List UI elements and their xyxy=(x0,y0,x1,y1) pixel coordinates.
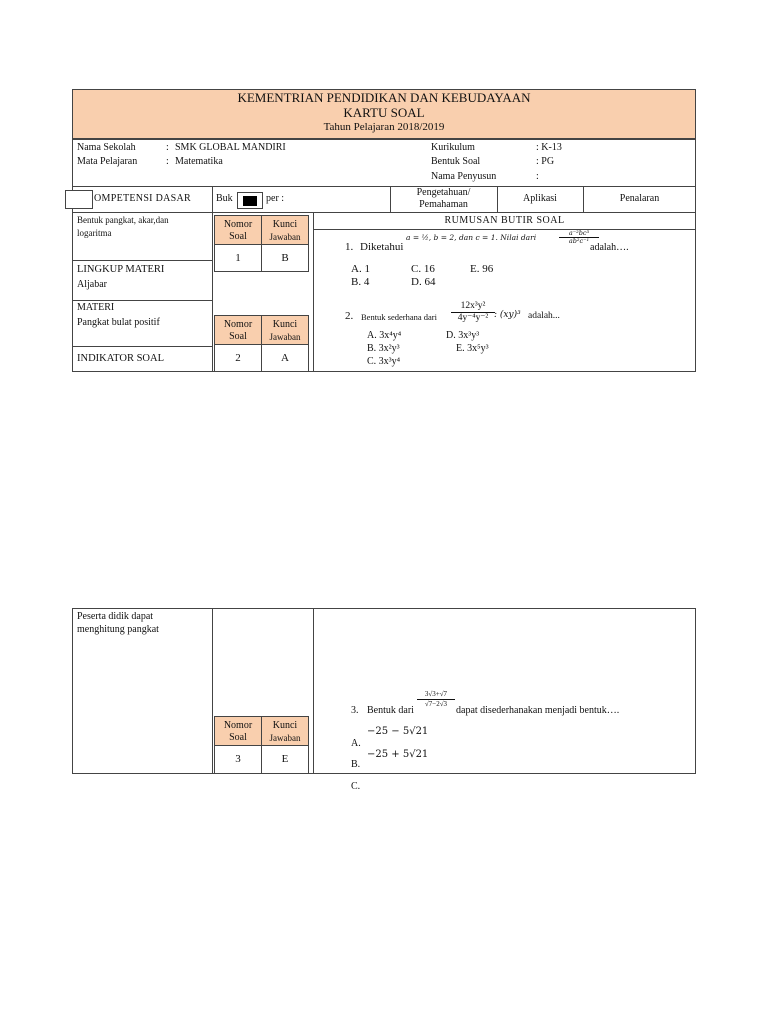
q3-option-a: −25 − 5√21 xyxy=(367,726,429,737)
q1-option-e: E. 96 xyxy=(470,263,494,275)
school-value: SMK GLOBAL MANDIRI xyxy=(175,142,286,153)
materi-title: MATERI xyxy=(77,302,115,313)
key1-kunci-l2: Jawaban xyxy=(269,232,301,242)
q3-option-c-label: C. xyxy=(351,781,361,792)
key3-kunci-header xyxy=(261,716,309,746)
key3-nomor-header xyxy=(214,716,262,746)
author-label: Nama Penyusun xyxy=(431,171,497,182)
divider-left-col xyxy=(212,186,213,372)
key1-kunci-l1: Kunci xyxy=(272,219,298,230)
q2-option-c: C. 3x³y⁴ xyxy=(367,356,401,367)
q3-option-b-label: B. xyxy=(351,759,361,770)
q1-option-b: B. 4 xyxy=(351,276,370,288)
q3-frac-den: √7−2√3 xyxy=(417,699,455,709)
key1-nomor-header xyxy=(214,215,262,245)
q1-number: 1. xyxy=(345,241,354,253)
buku-suffix: per : xyxy=(266,193,285,204)
q2-frac-num: 12x³y² xyxy=(460,301,486,311)
divider-indikator xyxy=(72,346,212,347)
academic-year: Tahun Pelajaran 2018/2019 xyxy=(323,121,445,133)
divider-key-col xyxy=(313,212,314,372)
key3-nomor-l1: Nomor xyxy=(223,720,253,731)
key2-kunci-l2: Jawaban xyxy=(269,332,301,342)
q2-number: 2. xyxy=(345,310,354,322)
subject-value: Matematika xyxy=(175,156,223,167)
q2-option-b: B. 3x²y³ xyxy=(367,343,400,354)
divider-scope xyxy=(72,260,212,261)
q2-lead: Bentuk sederhana dari xyxy=(361,312,437,322)
key2-no: 2 xyxy=(214,344,262,372)
q1-tail: adalah…. xyxy=(590,242,629,253)
key1-nomor-l1: Nomor xyxy=(223,219,253,230)
key3-kunci-l2: Jawaban xyxy=(269,733,301,743)
divider-kd xyxy=(72,212,212,213)
curriculum-label: Kurikulum xyxy=(431,142,475,153)
q3-fraction xyxy=(417,690,455,709)
form-label: Bentuk Soal xyxy=(431,156,481,167)
q3-frac-num: 3√3+√7 xyxy=(424,690,448,698)
curriculum-value: : K-13 xyxy=(536,142,562,153)
q3-tail: dapat disederhanakan menjadi bentuk…. xyxy=(456,705,620,716)
buku-prefix: Buk xyxy=(216,193,233,204)
key3-nomor-l2: Soal xyxy=(229,732,247,743)
indikator-line2: menghitung pangkat xyxy=(77,624,159,635)
scope-value: Aljabar xyxy=(77,279,107,290)
q2-fraction xyxy=(451,301,495,324)
author-value: : xyxy=(536,171,539,182)
level-reasoning: Penalaran xyxy=(619,193,660,204)
q3-option-a-label: A. xyxy=(351,738,361,749)
key1-kunci-header xyxy=(261,215,309,245)
q2-tail: adalah... xyxy=(528,311,560,321)
key1-no: 1 xyxy=(214,244,262,272)
key3-answer: E xyxy=(261,745,309,774)
divider-rumusan xyxy=(313,229,696,230)
q3-option-b: −25 + 5√21 xyxy=(367,749,429,760)
card-title: KARTU SOAL xyxy=(343,105,425,120)
divider-info xyxy=(72,186,696,187)
subject-label: Mata Pelajaran xyxy=(77,156,138,167)
key2-nomor-l1: Nomor xyxy=(223,319,253,330)
bottom-divider-key xyxy=(313,608,314,774)
q1-given: a = ½, b = 2, dan c = 1. Nilai dari xyxy=(406,233,537,242)
bottom-divider-left xyxy=(212,608,213,774)
divider-materi xyxy=(72,300,212,301)
q3-lead: Bentuk dari xyxy=(367,705,414,716)
key3-kunci-l1: Kunci xyxy=(272,720,298,731)
scope-title: LINGKUP MATERI xyxy=(77,264,165,275)
key2-kunci-header xyxy=(261,315,309,345)
key1-answer: B xyxy=(261,244,309,272)
q2-mult: : (xy)³ xyxy=(494,310,521,320)
key2-kunci-l1: Kunci xyxy=(272,319,298,330)
q2-option-e: E. 3x⁵y³ xyxy=(456,343,489,354)
form-value: : PG xyxy=(536,156,555,167)
q2-option-a: A. 3x⁴y⁴ xyxy=(367,330,402,341)
q2-option-d: D. 3x³y³ xyxy=(446,330,480,341)
key2-answer: A xyxy=(261,344,309,372)
key1-nomor-l2: Soal xyxy=(229,231,247,242)
q1-lead: Diketahui xyxy=(360,241,404,253)
kd-value-line2: logaritma xyxy=(77,228,112,238)
level-application: Aplikasi xyxy=(523,193,557,204)
q1-frac-num: a⁻²bc³ xyxy=(568,229,590,237)
q1-option-d: D. 64 xyxy=(411,276,436,288)
key2-nomor-header xyxy=(214,315,262,345)
school-label: Nama Sekolah xyxy=(77,142,136,153)
ministry-title: KEMENTRIAN PENDIDIKAN DAN KEBUDAYAAN xyxy=(237,90,531,105)
q2-frac-den: 4y⁻⁴y⁻² xyxy=(451,312,495,324)
q1-frac-den: ab²c⁻¹ xyxy=(559,237,599,245)
rumusan-title: RUMUSAN BUTIR SOAL xyxy=(444,215,565,226)
q1-option-c: C. 16 xyxy=(411,263,435,275)
redaction-box-left xyxy=(65,190,93,209)
key2-nomor-l2: Soal xyxy=(229,331,247,342)
q3-number: 3. xyxy=(351,705,359,716)
school-sep: : xyxy=(166,142,169,153)
subject-sep: : xyxy=(166,156,169,167)
materi-value: Pangkat bulat positif xyxy=(77,317,160,328)
q1-option-a: A. 1 xyxy=(351,263,370,275)
kd-title: OMPETENSI DASAR xyxy=(94,193,192,204)
level-knowledge-line2: Pemahaman xyxy=(419,199,468,210)
redaction-mark xyxy=(243,196,257,206)
divider-levels xyxy=(212,212,696,213)
indikator-title: INDIKATOR SOAL xyxy=(77,353,165,364)
key3-no: 3 xyxy=(214,745,262,774)
level-knowledge-line1: Pengetahuan/ xyxy=(416,187,471,198)
kd-value-line1: Bentuk pangkat, akar,dan xyxy=(77,215,169,225)
indikator-line1: Peserta didik dapat xyxy=(77,611,154,622)
